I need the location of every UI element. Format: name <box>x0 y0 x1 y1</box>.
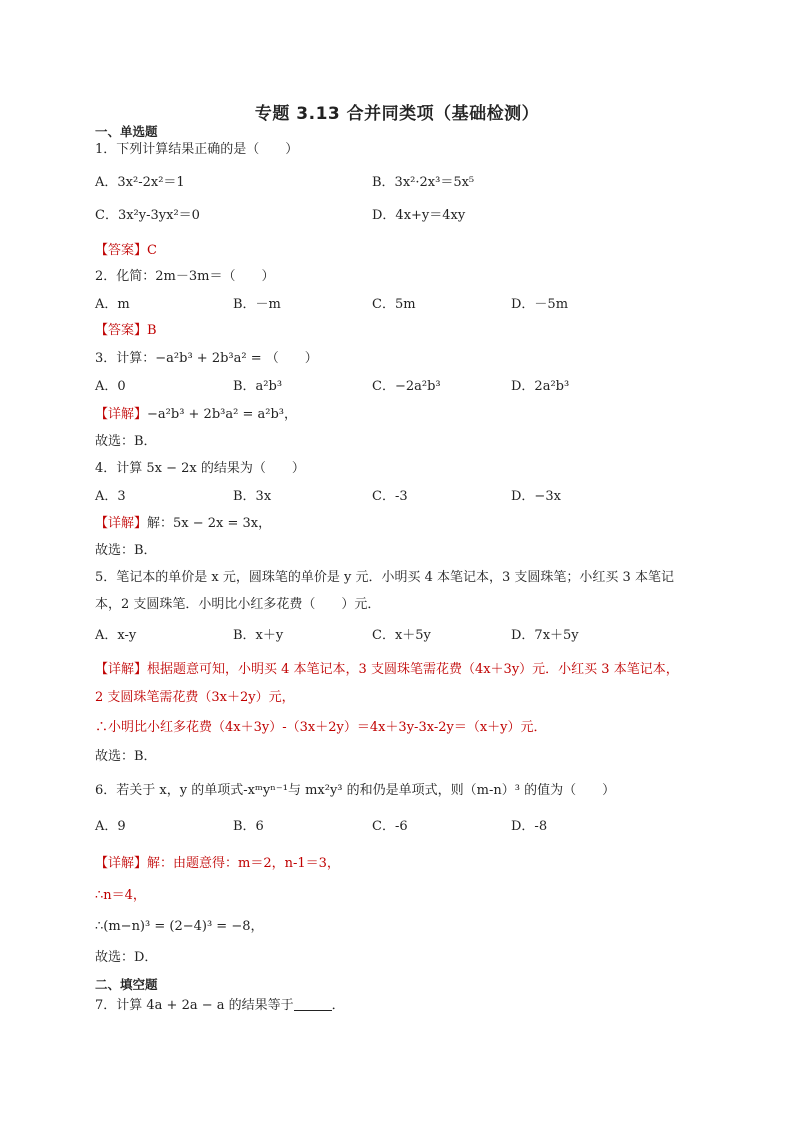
section-heading-fill-in: 二、填空题 <box>95 977 158 992</box>
question-3-stem: 3．计算：−a²b³ + 2b³a² = （ ） <box>95 351 318 366</box>
question-2-stem: 2．化简：2m－3m＝（ ） <box>95 269 275 284</box>
question-5-stem-line-1: 5．笔记本的单价是 x 元，圆珠笔的单价是 y 元．小明买 4 本笔记本，3 支圆珠笔；小红买 3 本笔记 <box>95 570 674 585</box>
question-4-option-a: A．3 <box>95 489 126 504</box>
question-4-stem: 4．计算 5x − 2x 的结果为（ ） <box>95 461 305 476</box>
detail-text: 解：5x − 2x = 3x， <box>147 516 272 531</box>
answer-value: C <box>147 243 157 258</box>
question-3-detail <box>95 406 297 424</box>
question-1-option-a: A．3x²-2x²＝1 <box>95 175 185 190</box>
question-1-answer <box>95 242 157 260</box>
question-7-stem <box>95 997 345 1015</box>
detail-text: 根据题意可知，小明买 4 本笔记本，3 支圆珠笔需花费（4x＋3y）元．小红买 3 本笔记本， <box>147 662 679 677</box>
question-6-option-d: D．-8 <box>511 819 548 834</box>
detail-tag: 【详解】 <box>95 516 148 531</box>
page-title: 专题 3.13 合并同类项（基础检测） <box>254 104 540 124</box>
detail-tag: 【详解】 <box>95 407 148 422</box>
question-1-option-b: B．3x²·2x³＝5x⁵ <box>372 175 475 190</box>
question-3-option-b: B．a²b³ <box>233 379 283 394</box>
question-5-option-b: B．x＋y <box>233 628 284 643</box>
question-5-stem-line-2: 本，2 支圆珠笔．小明比小红多花费（ ）元． <box>95 597 381 612</box>
answer-blank[interactable] <box>294 998 332 1011</box>
question-3-option-a: A．0 <box>95 379 126 394</box>
question-5-choice: 故选：B． <box>95 749 157 764</box>
detail-tag: 【详解】 <box>95 662 148 677</box>
question-5-option-c: C．x＋5y <box>372 628 431 643</box>
question-6-option-a: A．9 <box>95 819 126 834</box>
question-1-option-c: C．3x²y-3yx²＝0 <box>95 208 200 223</box>
question-6-option-c: C．-6 <box>372 819 408 834</box>
answer-tag: 【答案】 <box>95 243 148 258</box>
question-6-detail-line-1 <box>95 855 340 873</box>
question-6-stem: 6．若关于 x，y 的单项式-xᵐyⁿ⁻¹与 mx²y³ 的和仍是单项式，则（m-n）³ 的值为（ ） <box>95 783 616 798</box>
question-3-option-d: D．2a²b³ <box>511 379 570 394</box>
answer-value: B <box>147 323 157 338</box>
question-4-detail <box>95 515 271 533</box>
question-4-option-c: C．-3 <box>372 489 408 504</box>
question-3-choice: 故选：B． <box>95 434 157 449</box>
detail-tag: 【详解】 <box>95 856 148 871</box>
question-2-option-c: C．5m <box>372 297 416 312</box>
question-3-option-c: C．−2a²b³ <box>372 379 441 394</box>
question-1-stem: 1．下列计算结果正确的是（ ） <box>95 142 299 157</box>
question-6-option-b: B．6 <box>233 819 264 834</box>
section-heading-single-choice: 一、单选题 <box>95 124 158 139</box>
question-4-choice: 故选：B． <box>95 543 157 558</box>
question-2-answer <box>95 322 157 340</box>
question-2-option-b: B．－m <box>233 297 281 312</box>
question-7-end: ． <box>331 998 345 1013</box>
question-1-option-d: D．4x+y＝4xy <box>372 208 466 223</box>
question-6-detail-line-2: ∴n＝4， <box>95 888 146 903</box>
question-5-option-a: A．x-y <box>95 628 137 643</box>
question-4-option-b: B．3x <box>233 489 272 504</box>
question-2-option-d: D．－5m <box>511 297 569 312</box>
question-2-option-a: A．m <box>95 297 130 312</box>
question-6-choice: 故选：D． <box>95 950 158 965</box>
detail-text: 解：由题意得：m＝2，n-1＝3， <box>147 856 340 871</box>
question-5-detail-line-1 <box>95 661 679 679</box>
answer-tag: 【答案】 <box>95 323 148 338</box>
question-5-detail-line-3: ∴小明比小红多花费（4x＋3y）-（3x＋2y）＝4x＋3y-3x-2y＝（x＋y）元． <box>95 720 547 735</box>
question-5-detail-line-2: 2 支圆珠笔需花费（3x＋2y）元， <box>95 690 295 705</box>
question-4-option-d: D．−3x <box>511 489 561 504</box>
question-5-option-d: D．7x＋5y <box>511 628 579 643</box>
question-6-detail-line-3: ∴(m−n)³ = (2−4)³ = −8， <box>95 919 264 934</box>
question-7-text: 7．计算 4a + 2a − a 的结果等于 <box>95 998 294 1013</box>
detail-text: −a²b³ + 2b³a² = a²b³， <box>147 407 297 422</box>
